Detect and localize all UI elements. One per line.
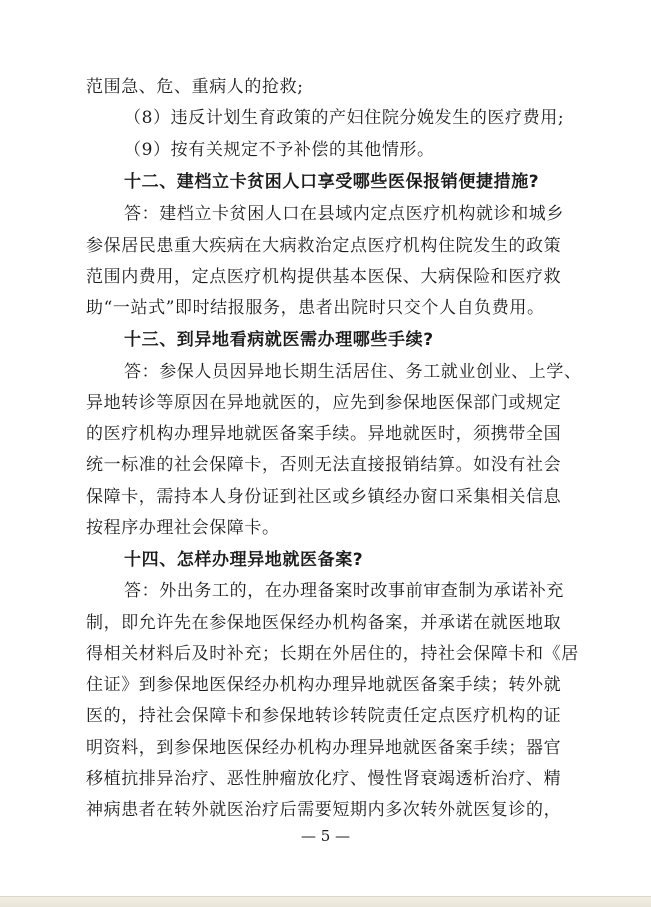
body-line: 范围内费用，定点医疗机构提供基本医保、大病保险和医疗救	[86, 267, 562, 287]
body-line: （8）违反计划生育政策的产妇住院分娩发生的医疗费用;	[124, 108, 565, 128]
body-line: （9）按有关规定不予补偿的其他情形。	[124, 140, 435, 160]
body-line: 答：参保人员因异地长期生活居住、务工就业创业、上学、	[124, 362, 582, 382]
body-line: 的医疗机构办理异地就医备案手续。异地就医时，须携带全国	[86, 424, 562, 444]
body-line: 得相关材料后及时补充；长期在外居住的，持社会保障卡和《居	[86, 644, 579, 664]
body-line: 异地转诊等原因在异地就医的，应先到参保地医保部门或规定	[86, 393, 562, 413]
body-line: 参保居民患重大疾病在大病救治定点医疗机构住院发生的政策	[86, 236, 562, 256]
page-bottom-edge	[0, 896, 651, 907]
page-number: — 5 —	[300, 827, 351, 845]
section-heading: 十二、建档立卡贫困人口享受哪些医保报销便捷措施?	[124, 172, 540, 192]
section-heading: 十四、怎样办理异地就医备案?	[124, 550, 364, 570]
body-line: 助“一站式”即时结报服务，患者出院时只交个人自负费用。	[86, 298, 545, 318]
body-line: 范围急、危、重病人的抢救;	[86, 77, 304, 97]
body-line: 答：外出务工的，在办理备案时改事前审查制为承诺补充	[124, 581, 564, 601]
body-line: 统一标准的社会保障卡，否则无法直接报销结算。如没有社会	[86, 455, 562, 475]
body-line: 保障卡，需持本人身份证到社区或乡镇经办窗口采集相关信息	[86, 487, 562, 507]
body-line: 神病患者在转外就医治疗后需要短期内多次转外就医复诊的，	[86, 800, 562, 820]
body-line: 按程序办理社会保障卡。	[86, 518, 280, 538]
body-line: 明资料，到参保地医保经办机构办理异地就医备案手续；器官	[86, 738, 562, 758]
body-line: 制，即允许先在参保地医保经办机构备案，并承诺在就医地取	[86, 613, 562, 633]
body-line: 医的，持社会保障卡和参保地转诊转院责任定点医疗机构的证	[86, 706, 562, 726]
section-heading: 十三、到异地看病就医需办理哪些手续?	[124, 330, 434, 350]
body-line: 答：建档立卡贫困人口在县域内定点医疗机构就诊和城乡	[124, 204, 564, 224]
body-line: 移植抗排异治疗、恶性肿瘤放化疗、慢性肾衰竭透析治疗、精	[86, 769, 562, 789]
body-line: 住证》到参保地医保经办机构办理异地就医备案手续；转外就	[86, 675, 562, 695]
